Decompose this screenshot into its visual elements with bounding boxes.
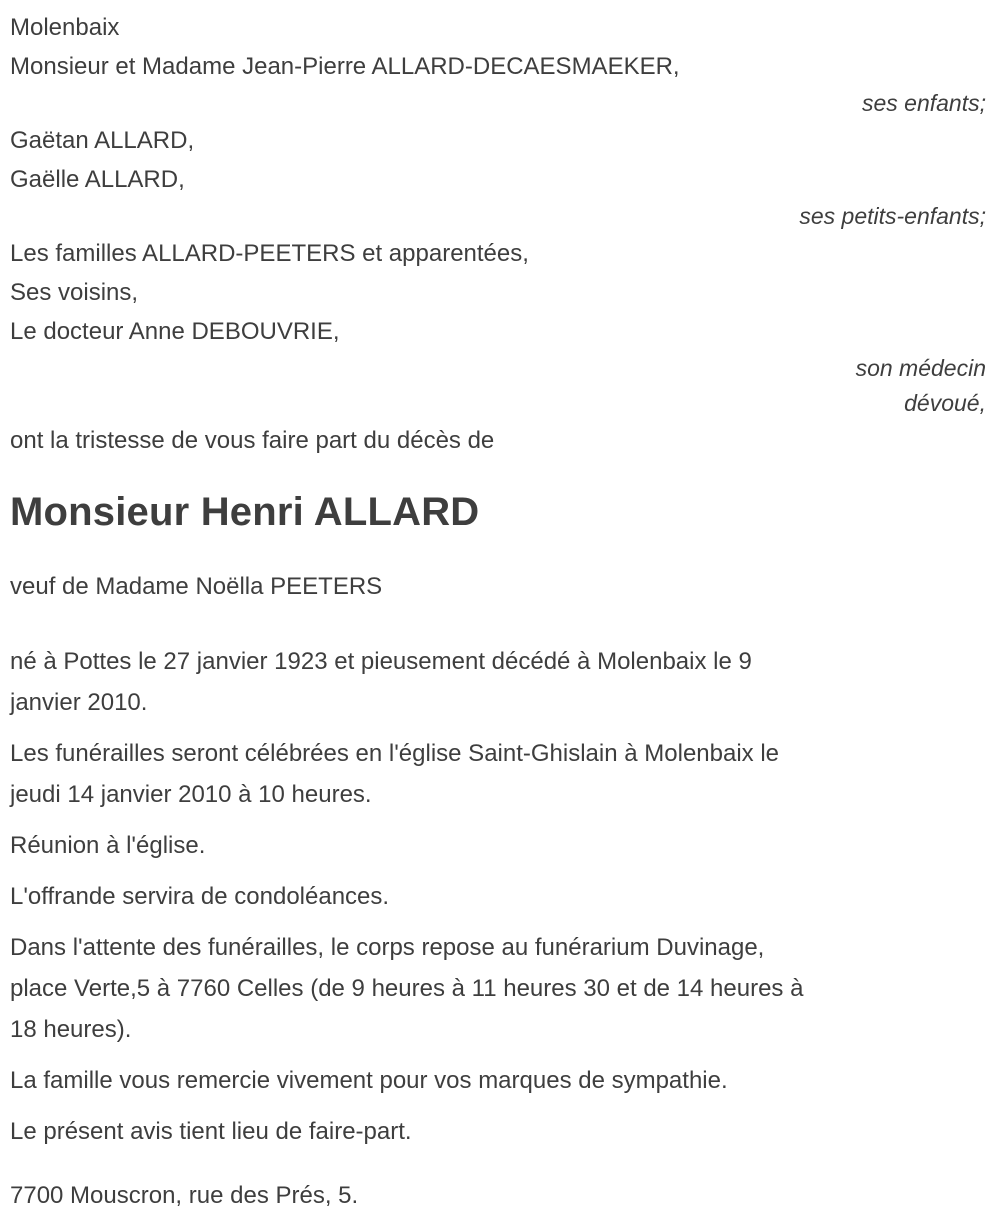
repose-line: Dans l'attente des funérailles, le corps repose au funérarium Duvinage, <box>10 934 765 961</box>
legal-paragraph <box>10 1111 986 1152</box>
birth-death-paragraph <box>10 641 986 723</box>
doctor-line: Le docteur Anne DEBOUVRIE, <box>10 318 340 345</box>
birth-death-line: né à Pottes le 27 janvier 1923 et pieusement décédé à Molenbaix le 9 <box>10 648 752 675</box>
doctor-relation-label: dévoué, <box>904 390 986 416</box>
thanks-paragraph <box>10 1060 986 1101</box>
funeral-home-address: 7700 Mouscron, rue des Prés, 5. <box>10 1182 359 1209</box>
families-line: Les familles ALLARD-PEETERS et apparentées, <box>10 240 529 267</box>
legal-line: Le présent avis tient lieu de faire-part. <box>10 1118 412 1145</box>
funeral-paragraph <box>10 733 986 815</box>
children-relation-label: ses enfants; <box>861 90 986 116</box>
doctor-relation-label: son médecin <box>855 355 986 381</box>
meeting-line: Réunion à l'église. <box>10 832 206 859</box>
grandchild-line: Gaëlle ALLARD, <box>10 166 185 193</box>
offering-paragraph <box>10 876 986 917</box>
birth-death-line: janvier 2010. <box>10 689 148 716</box>
announcement-line: ont la tristesse de vous faire part du décès de <box>10 427 495 454</box>
neighbors-line: Ses voisins, <box>10 279 139 306</box>
grandchild-line: Gaëtan ALLARD, <box>10 127 195 154</box>
meeting-paragraph <box>10 825 986 866</box>
thanks-line: La famille vous remercie vivement pour vos marques de sympathie. <box>10 1067 728 1094</box>
repose-line: 18 heures). <box>10 1016 132 1043</box>
grandchildren-relation-label: ses petits-enfants; <box>799 203 986 229</box>
offering-line: L'offrande servira de condoléances. <box>10 883 390 910</box>
children-line: Monsieur et Madame Jean-Pierre ALLARD-DECAESMAEKER, <box>10 53 680 80</box>
place-line: Molenbaix <box>10 14 120 41</box>
widower-line: veuf de Madame Noëlla PEETERS <box>10 573 383 600</box>
funeral-line: Les funérailles seront célébrées en l'église Saint-Ghislain à Molenbaix le <box>10 740 780 767</box>
repose-paragraph <box>10 927 986 1050</box>
funeral-line: jeudi 14 janvier 2010 à 10 heures. <box>10 781 372 808</box>
repose-line: place Verte,5 à 7760 Celles (de 9 heures à 11 heures 30 et de 14 heures à <box>10 975 804 1002</box>
deceased-name-heading: Monsieur Henri ALLARD <box>10 490 480 534</box>
